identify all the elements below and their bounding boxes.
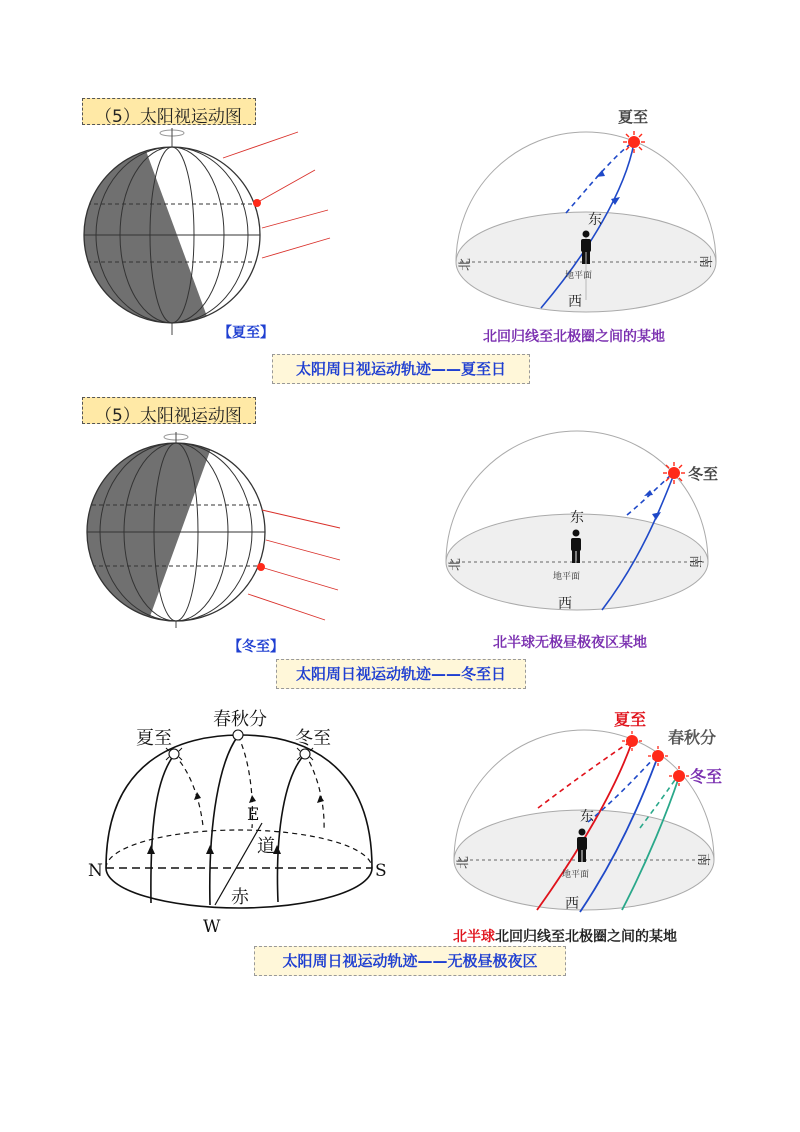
section2-globe-tag: 【冬至】 xyxy=(228,639,284,655)
horizon-label: 地平面 xyxy=(565,271,593,281)
summer-label: 夏至 xyxy=(614,710,647,729)
section2-location: 北半球无极昼极夜区某地 xyxy=(493,635,647,651)
section2-title: （5）太阳视运动图 xyxy=(82,397,256,424)
equinox-label: 春秋分 xyxy=(213,709,267,730)
south-label: 南 xyxy=(687,555,702,569)
west-label: W xyxy=(203,917,221,937)
horizon-label: 地平面 xyxy=(562,870,590,880)
sky-sun-label: 夏至 xyxy=(618,108,649,126)
section1-title: （5）太阳视运动图 xyxy=(82,98,256,125)
section3-location xyxy=(453,926,677,946)
west-label: 西 xyxy=(558,596,572,612)
equator-label-b: 赤 xyxy=(231,887,249,908)
section1-location: 北回归线至北极圈之间的某地 xyxy=(483,329,665,345)
north-label: N xyxy=(88,861,103,881)
south-label: 南 xyxy=(695,853,710,867)
east-label: 东 xyxy=(588,212,602,228)
section3-caption: 太阳周日视运动轨迹——无极昼极夜区 xyxy=(254,946,566,976)
east-label: 东 xyxy=(570,510,584,526)
sky-sun-label: 冬至 xyxy=(688,465,719,483)
location-rest: 北回归线至北极圈之间的某地 xyxy=(495,929,677,945)
east-label: E xyxy=(247,805,260,825)
section1-caption: 太阳周日视运动轨迹——夏至日 xyxy=(272,354,530,384)
winter-label: 冬至 xyxy=(295,728,331,749)
section2-caption: 太阳周日视运动轨迹——冬至日 xyxy=(276,659,526,689)
south-label: S xyxy=(375,861,387,881)
section1-globe-tag: 【夏至】 xyxy=(218,325,274,341)
north-label: 北 xyxy=(458,257,473,271)
west-label: 西 xyxy=(565,896,579,912)
north-label: 北 xyxy=(456,855,471,869)
equator-label-a: 道 xyxy=(257,836,275,857)
north-label: 北 xyxy=(448,557,463,571)
winter-label: 冬至 xyxy=(690,767,723,786)
hemisphere-label: 北半球 xyxy=(453,929,495,945)
south-label: 南 xyxy=(697,255,712,269)
east-label: 东 xyxy=(580,809,594,825)
summer-label: 夏至 xyxy=(136,728,172,749)
west-label: 西 xyxy=(568,294,582,310)
horizon-label: 地平面 xyxy=(553,572,581,582)
equinox-label: 春秋分 xyxy=(668,728,717,747)
